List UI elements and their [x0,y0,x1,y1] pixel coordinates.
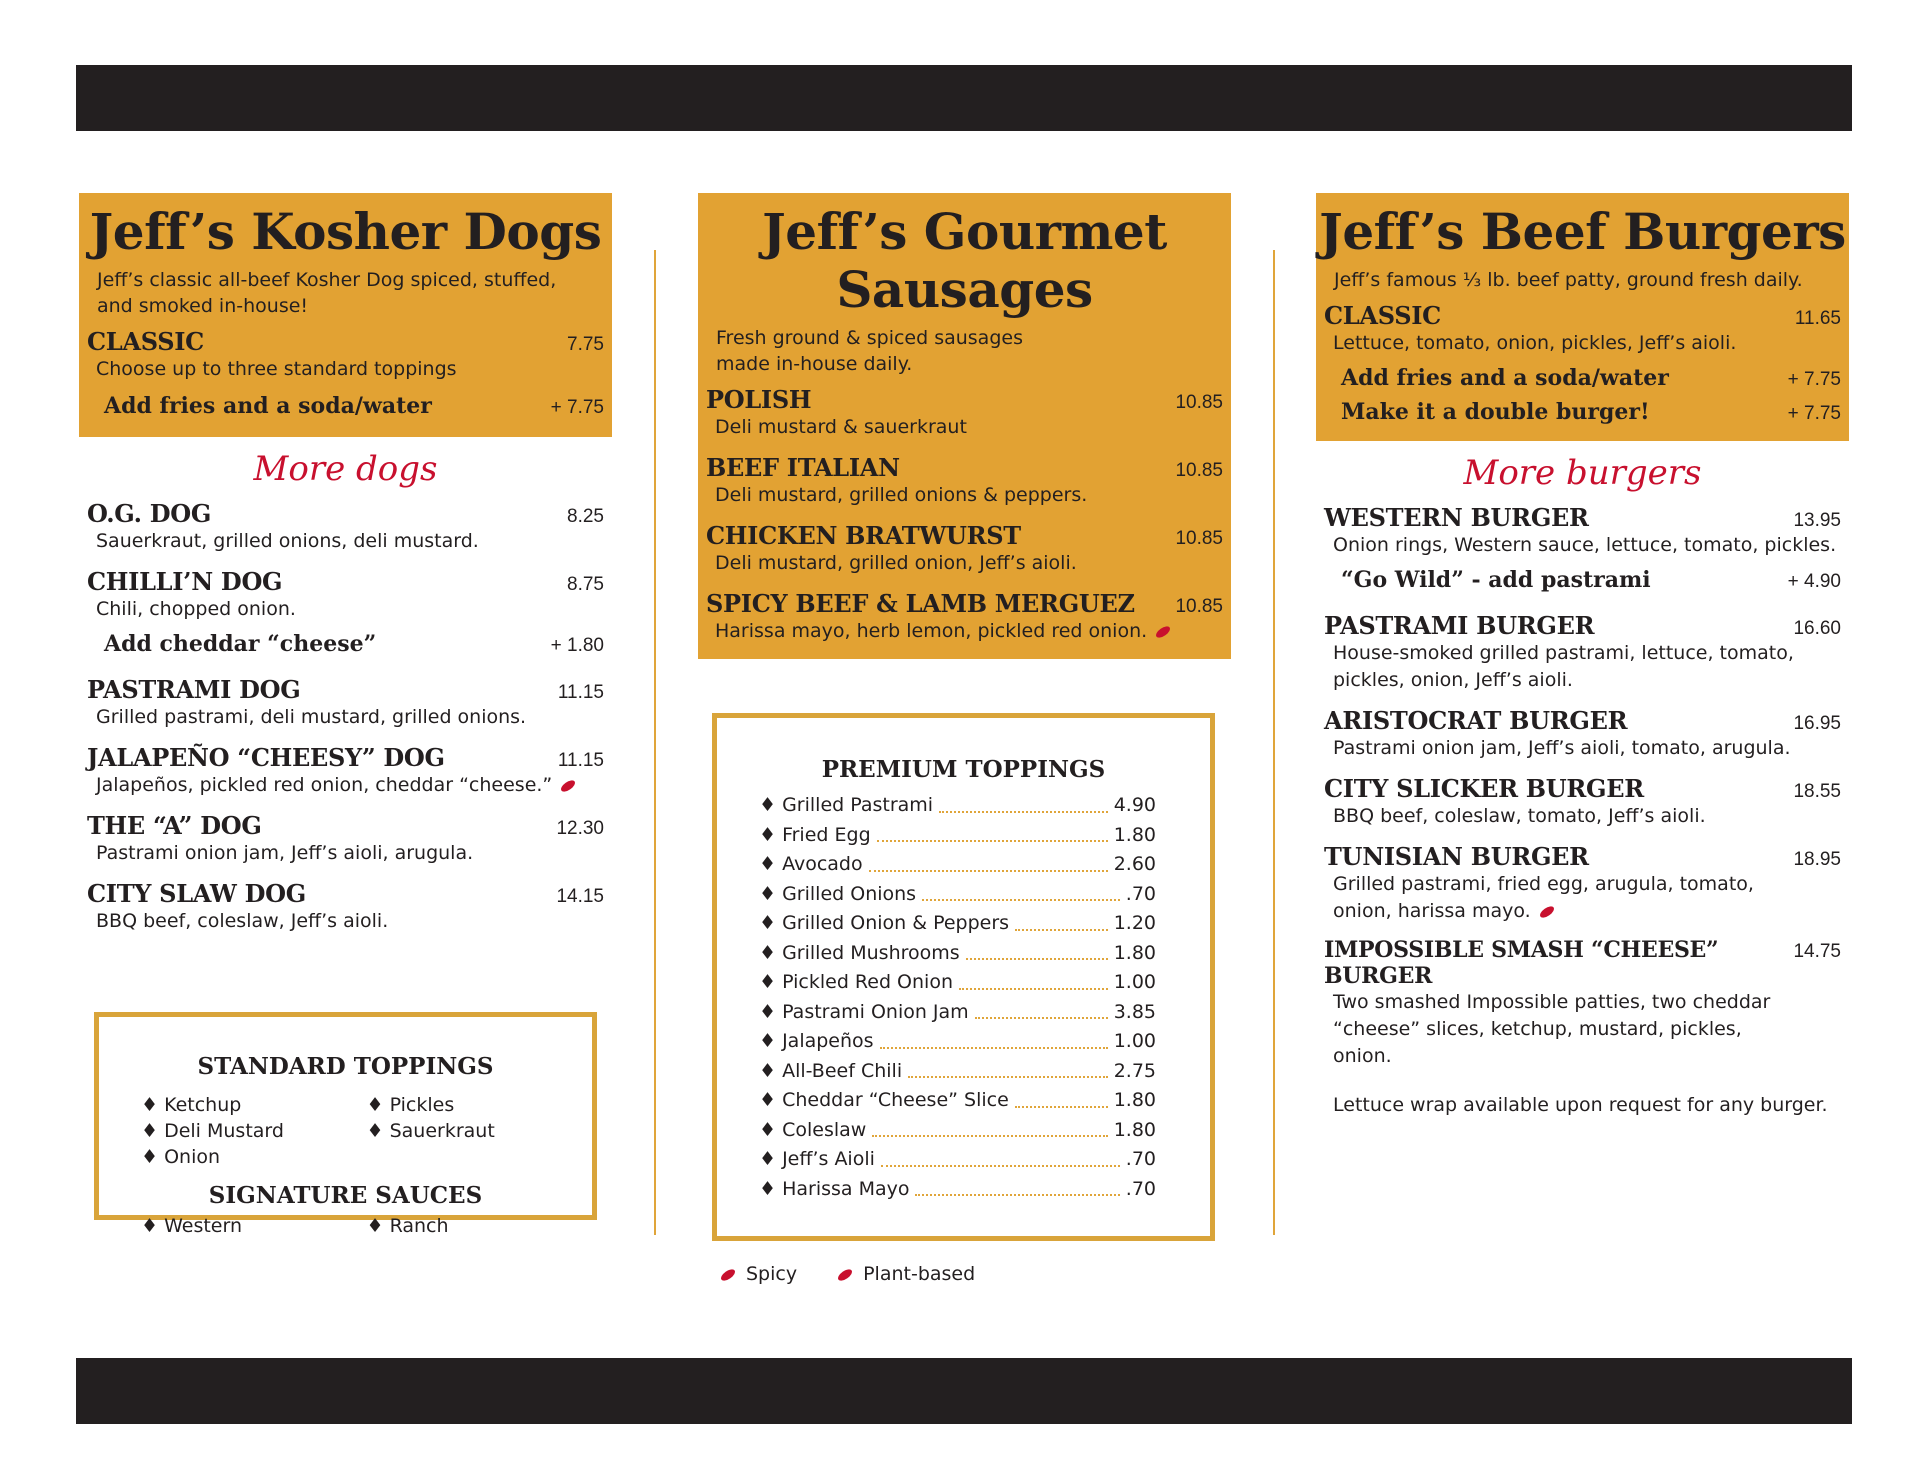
topping-price: 3.85 [1113,1000,1156,1023]
item-name: CHILLI’N DOG [87,567,283,596]
dot-leader [877,821,1108,843]
topping-row [759,909,1156,939]
standard-toppings-title: STANDARD TOPPINGS [197,1053,494,1080]
topping-row [759,1057,1156,1087]
topping-price: 4.90 [1113,794,1156,816]
item-price: 12.30 [556,818,604,839]
dogs-title: Jeff’s Kosher Dogs [89,202,602,261]
topping-row [759,968,1156,998]
item-price: 11.15 [557,682,604,703]
sausages-column [698,193,1231,659]
item-name: THE “A” DOG [87,811,262,840]
topping-name: ♦ Jeff’s Aioli [759,1148,875,1170]
topping-row [759,1086,1156,1116]
item-name: SPICY BEEF & LAMB MERGUEZ [706,589,1135,618]
menu-item [1316,842,1849,925]
item-price: 18.55 [1793,781,1841,802]
item-desc: Lettuce, tomato, onion, pickles, Jeff’s aioli. [1333,332,1737,354]
chili-pepper-icon [719,1267,737,1283]
addon-price: + 7.75 [1787,403,1841,424]
topping-price: 1.80 [1113,1089,1156,1111]
column-divider [654,250,656,1235]
topping-name: ♦ Grilled Pastrami [759,794,934,816]
item-price: 10.85 [1175,528,1223,549]
addon-price: + 1.80 [550,635,604,656]
topping-name: ♦ Coleslaw [759,1118,867,1141]
dot-leader [881,1145,1120,1167]
premium-toppings-list [717,791,1210,1204]
addon-price: + 7.75 [550,397,604,418]
burgers-header-panel [1316,193,1849,441]
topping-price: .70 [1125,882,1156,905]
burgers-classic-addon [1316,361,1849,395]
item-price: 18.95 [1793,849,1841,870]
menu-item [79,675,612,731]
item-name: WESTERN BURGER [1324,503,1589,532]
item-price: 10.85 [1175,596,1223,617]
addon-name: Make it a double burger! [1341,399,1650,425]
dogs-classic-addon [79,389,612,423]
topping-price: 1.00 [1113,971,1156,993]
chili-pepper-icon [1154,624,1172,640]
menu-item [1316,611,1849,694]
dogs-column [79,193,612,947]
topping-name: ♦ Harissa Mayo [759,1177,910,1200]
standard-toppings-list [99,1086,592,1170]
dot-leader [966,939,1108,961]
item-price: 11.65 [1794,308,1841,329]
dogs-classic-item [79,327,612,383]
topping-row [759,1175,1156,1205]
addon-price: + 4.90 [1787,571,1841,592]
item-desc: Sauerkraut, grilled onions, deli mustard. [96,530,479,552]
dot-leader [908,1057,1108,1079]
topping-row [759,880,1156,910]
menu-item [698,589,1231,645]
topping-name: ♦ Pastrami Onion Jam [759,1000,969,1023]
topping-name: ♦ Pickled Red Onion [759,971,953,993]
list-item: ♦ Ketchup [141,1094,242,1116]
item-desc: House-smoked grilled pastrami, lettuce, tomato, pickles, onion, Jeff’s aioli. [1333,642,1794,691]
topping-name: ♦ Grilled Mushrooms [759,941,960,964]
menu-item [698,521,1231,577]
item-name: CITY SLAW DOG [87,879,306,908]
sausages-panel [698,193,1231,659]
dot-leader [915,1175,1119,1197]
menu-item [1316,774,1849,830]
menu-item [1316,706,1849,762]
item-desc: Chili, chopped onion. [96,598,296,620]
item-price: 16.95 [1793,713,1841,734]
topping-row [759,791,1156,821]
item-desc: Grilled pastrami, fried egg, arugula, tomato, onion, harissa mayo. [1333,873,1754,922]
item-price: 14.75 [1793,941,1841,962]
addon-name: “Go Wild” - add pastrami [1341,567,1651,593]
item-desc: Deli mustard & sauerkraut [715,416,967,438]
item-name: BEEF ITALIAN [706,453,900,482]
menu-item [79,743,612,799]
dot-leader [880,1027,1108,1049]
more-dogs-label: More dogs [253,449,438,489]
item-name: CLASSIC [1324,301,1441,330]
topping-row [759,850,1156,880]
item-desc: BBQ beef, coleslaw, tomato, Jeff’s aioli. [1333,805,1706,827]
topping-price: 1.00 [1113,1030,1156,1052]
item-name: IMPOSSIBLE SMASH “CHEESE” BURGER [1324,937,1719,989]
topping-row [759,821,1156,851]
topping-price: 1.80 [1113,1118,1156,1141]
chili-pepper-icon [559,778,577,794]
list-item: ♦ Ranch [366,1215,449,1237]
addon-name: Add fries and a soda/water [104,393,432,419]
premium-toppings-box [712,713,1215,1241]
topping-name: ♦ Jalapeños [759,1030,874,1052]
column-divider [1273,250,1275,1235]
item-name: CHICKEN BRATWURST [706,521,1021,550]
burgers-double-addon [1316,395,1849,429]
signature-sauces-title: SIGNATURE SAUCES [208,1182,483,1209]
item-price: 10.85 [1175,392,1223,413]
topping-row [759,1027,1156,1057]
item-price: 8.75 [567,574,604,595]
list-item: ♦ Sauerkraut [366,1120,495,1142]
menu-item [1316,503,1849,559]
topping-name: ♦ Fried Egg [759,823,871,846]
item-desc: Pastrami onion jam, Jeff’s aioli, arugula. [96,842,474,864]
menu-item [79,811,612,867]
list-item: ♦ Pickles [366,1094,455,1116]
standard-toppings-box [94,1012,597,1237]
item-desc: Choose up to three standard toppings [96,358,457,380]
topping-price: 1.80 [1113,941,1156,964]
item-desc: Onion rings, Western sauce, lettuce, tomato, pickles. [1333,534,1837,556]
topping-row [759,1116,1156,1146]
item-name: O.G. DOG [87,499,212,528]
dot-leader [869,850,1108,872]
chili-pepper-icon [1538,904,1556,920]
item-desc: Grilled pastrami, deli mustard, grilled onions. [96,706,527,728]
top-bar [76,65,1852,131]
topping-row [759,998,1156,1028]
item-name: PASTRAMI BURGER [1324,611,1595,640]
item-name: POLISH [706,385,812,414]
legend [720,1263,975,1285]
topping-row [759,939,1156,969]
topping-name: ♦ Cheddar “Cheese” Slice [759,1089,1009,1111]
dot-leader [922,880,1120,902]
dot-leader [975,998,1108,1020]
topping-price: .70 [1125,1148,1156,1170]
dot-leader [1015,909,1108,931]
item-price: 8.25 [567,506,604,527]
topping-row [759,1145,1156,1175]
dogs-intro: Jeff’s classic all-beef Kosher Dog spiced, stuffed, and smoked in-house! [97,269,557,317]
menu-item [1316,937,1849,1070]
item-desc: BBQ beef, coleslaw, Jeff’s aioli. [96,910,389,932]
item-desc: Jalapeños, pickled red onion, cheddar “cheese.” [96,774,553,796]
legend-spicy: Spicy [720,1263,797,1285]
topping-name: ♦ Grilled Onion & Peppers [759,912,1010,934]
topping-price: .70 [1125,1177,1156,1200]
dot-leader [872,1116,1107,1138]
chilli-addon [79,627,612,661]
burgers-classic-item [1316,301,1849,357]
item-name: PASTRAMI DOG [87,675,301,704]
item-name: JALAPEÑO “CHEESY” DOG [87,743,445,772]
topping-price: 1.80 [1113,823,1156,846]
topping-name: ♦ Avocado [759,853,863,875]
item-price: 11.15 [557,750,604,771]
western-addon [1316,563,1849,597]
item-name: ARISTOCRAT BURGER [1324,706,1628,735]
item-desc: Deli mustard, grilled onion, Jeff’s aioli. [715,552,1077,574]
menu-item [698,453,1231,509]
sausages-title: Jeff’s Gourmet Sausages [762,202,1167,319]
list-item: ♦ Deli Mustard [141,1120,284,1142]
item-price: 13.95 [1793,510,1841,531]
item-desc: Pastrami onion jam, Jeff’s aioli, tomato, arugula. [1333,737,1791,759]
topping-name: ♦ All-Beef Chili [759,1059,903,1082]
item-price: 14.15 [556,886,604,907]
topping-price: 2.75 [1113,1059,1156,1082]
dot-leader [1015,1086,1108,1108]
lettuce-wrap-note: Lettuce wrap available upon request for any burger. [1333,1094,1828,1116]
item-desc: Two smashed Impossible patties, two cheddar “cheese” slices, ketchup, mustard, pickles, onion. [1333,991,1771,1067]
leaf-icon [836,1267,854,1283]
addon-price: + 7.75 [1787,369,1841,390]
topping-name: ♦ Grilled Onions [759,882,917,905]
more-burgers-label: More burgers [1463,453,1702,493]
list-item: ♦ Onion [141,1146,221,1168]
legend-plant: Plant-based [837,1263,975,1285]
menu-item [698,385,1231,441]
burgers-column [1316,193,1849,1118]
topping-price: 1.20 [1113,912,1156,934]
bottom-bar [76,1358,1852,1424]
item-price: 16.60 [1793,618,1841,639]
topping-price: 2.60 [1113,853,1156,875]
item-desc: Deli mustard, grilled onions & peppers. [715,484,1088,506]
item-name: TUNISIAN BURGER [1324,842,1589,871]
menu-item [79,499,612,555]
dot-leader [959,968,1108,990]
item-name: CITY SLICKER BURGER [1324,774,1644,803]
sausages-intro: Fresh ground & spiced sausages made in-house daily. [716,327,1023,375]
addon-name: Add fries and a soda/water [1341,365,1669,391]
premium-toppings-title: PREMIUM TOPPINGS [821,756,1106,783]
item-desc: Harissa mayo, herb lemon, pickled red onion. [715,620,1148,642]
burgers-title: Jeff’s Beef Burgers [1319,202,1846,261]
item-price: 10.85 [1175,460,1223,481]
dogs-header-panel [79,193,612,437]
signature-sauces-list [99,1209,592,1239]
menu-item [79,879,612,935]
burgers-intro: Jeff’s famous ⅓ lb. beef patty, ground fresh daily. [1334,269,1803,291]
menu-item [79,567,612,623]
item-name: CLASSIC [87,327,204,356]
addon-name: Add cheddar “cheese” [104,631,377,657]
list-item: ♦ Western [141,1215,242,1237]
dot-leader [939,791,1108,813]
item-price: 7.75 [567,334,604,355]
